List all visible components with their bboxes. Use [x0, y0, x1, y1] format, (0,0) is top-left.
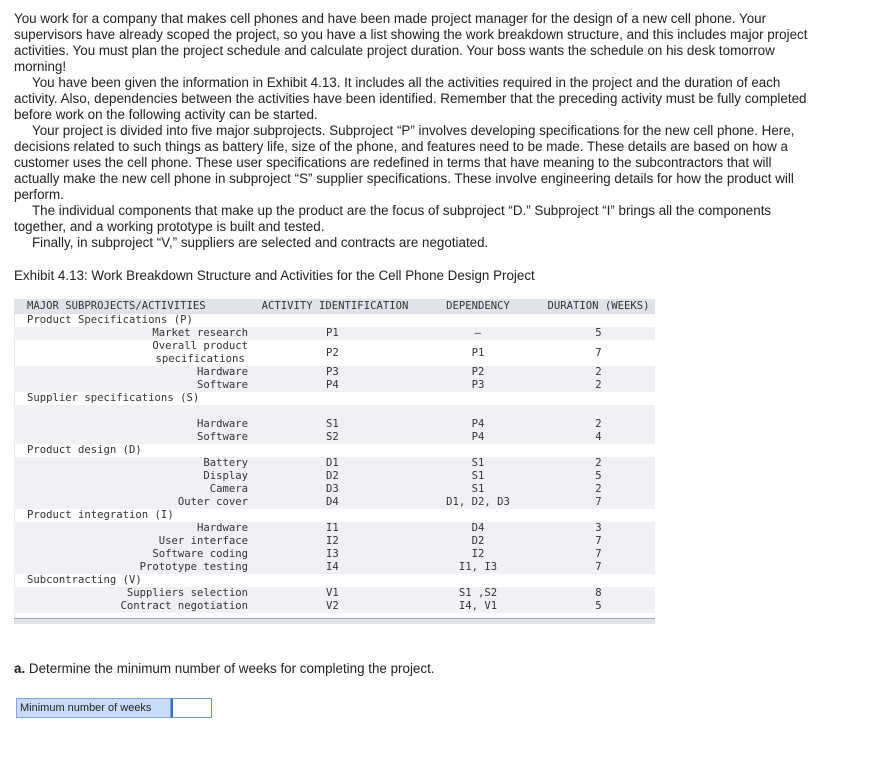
table-row: [14, 418, 655, 431]
table-row: [14, 496, 655, 509]
activity-name: Software: [14, 379, 256, 392]
activity-name-line-2: specifications: [155, 353, 245, 365]
activity-dependency: –: [414, 327, 542, 340]
intro-paragraph-4: The individual components that make up the product are the focus of subproject “D.” Subproject “I” brings all the components together, and a working prototype is built and tested.: [14, 203, 772, 234]
activity-dependency: I4, V1: [414, 600, 542, 613]
table-row: [14, 431, 655, 444]
group-row-s: [14, 392, 655, 405]
activity-dependency: P2: [414, 366, 542, 379]
activity-id: P2: [326, 346, 339, 359]
activity-id: S1: [256, 418, 414, 431]
activity-duration: 3: [542, 522, 655, 535]
activity-duration: 2: [542, 379, 655, 392]
activity-name: Battery: [14, 457, 256, 470]
group-row-d: [14, 444, 655, 457]
activity-id: I4: [256, 561, 414, 574]
activity-id: I1: [256, 522, 414, 535]
activity-name: Suppliers selection: [14, 587, 256, 600]
header-activity: MAJOR SUBPROJECTS/ACTIVITIES: [14, 299, 256, 314]
table-row: [14, 561, 655, 574]
activity-name: Software: [14, 431, 256, 444]
table-row: [14, 470, 655, 483]
activity-name: Market research: [14, 327, 256, 340]
activity-duration: 2: [542, 457, 655, 470]
header-duration: DURATION (WEEKS): [542, 299, 655, 314]
activity-id: D4: [256, 496, 414, 509]
activity-duration: 2: [542, 483, 655, 496]
table-row: [14, 366, 655, 379]
activity-id: I2: [256, 535, 414, 548]
activity-duration: 2: [542, 366, 655, 379]
activity-id: P1: [256, 327, 414, 340]
activity-duration: 7: [595, 346, 602, 359]
table-bottom-rule: [14, 618, 655, 624]
table-row: [14, 379, 655, 392]
activity-dependency: I1, I3: [414, 561, 542, 574]
table-row: [14, 548, 655, 561]
question-text: Determine the minimum number of weeks for completing the project.: [28, 661, 435, 676]
header-dependency: DEPENDENCY: [414, 299, 542, 314]
activity-id: V2: [256, 600, 414, 613]
group-label-v: Subcontracting (V): [27, 574, 142, 586]
activity-name: Display: [14, 470, 256, 483]
table-row: [14, 483, 655, 496]
activity-dependency: P4: [414, 431, 542, 444]
table-row: [14, 600, 655, 613]
activity-dependency: D1, D2, D3: [414, 496, 542, 509]
spacer-row: [14, 405, 655, 418]
activity-duration: 7: [542, 548, 655, 561]
activity-dependency: S1: [414, 470, 542, 483]
activity-dependency: S1 ,S2: [414, 587, 542, 600]
activity-name: Software coding: [14, 548, 256, 561]
activity-dependency: D4: [414, 522, 542, 535]
group-label-i: Product integration (I): [27, 509, 174, 521]
activity-name: Outer cover: [14, 496, 256, 509]
table-row: [14, 340, 655, 366]
activity-duration: 7: [542, 496, 655, 509]
activity-dependency: S1: [414, 457, 542, 470]
activity-name: Contract negotiation: [14, 600, 256, 613]
group-row-v: [14, 574, 655, 587]
group-row-i: [14, 509, 655, 522]
activity-dependency: S1: [414, 483, 542, 496]
group-label-d: Product design (D): [27, 444, 142, 456]
question-a: [14, 661, 435, 676]
activity-name: [14, 340, 256, 366]
activity-dependency: I2: [414, 548, 542, 561]
group-label-p: Product Specifications (P): [27, 314, 193, 326]
table-row: [14, 535, 655, 548]
table-header-row: [14, 299, 655, 314]
activity-duration: 2: [542, 418, 655, 431]
intro-paragraph-5: Finally, in subproject “V,” suppliers are selected and contracts are negotiated.: [32, 235, 489, 250]
activity-name: Camera: [14, 483, 256, 496]
activity-duration: 4: [542, 431, 655, 444]
activity-id: D1: [256, 457, 414, 470]
group-label-s: Supplier specifications (S): [27, 392, 200, 404]
activity-dependency: P1: [471, 346, 485, 359]
activity-duration: 5: [542, 600, 655, 613]
activity-id: I3: [256, 548, 414, 561]
intro-paragraph-1: You work for a company that makes cell phones and have been made project manager for the design of a new cell phone. Your supervisors have already scoped the project, so you have a list showing the work breakdown structure, and this includes major project activities. You must plan the project schedule and calculate project duration. Your boss wants the schedule on his desk tomorrow morning!: [14, 11, 808, 74]
table-row: [14, 587, 655, 600]
minimum-weeks-input[interactable]: [171, 698, 212, 718]
table-row: [14, 327, 655, 340]
activity-dependency: D2: [414, 535, 542, 548]
activity-id: S2: [256, 431, 414, 444]
exhibit-caption: Exhibit 4.13: Work Breakdown Structure and Activities for the Cell Phone Design Project: [14, 268, 535, 283]
activity-duration: 8: [542, 587, 655, 600]
intro-paragraph-2: You have been given the information in Exhibit 4.13. It includes all the activities required in the project and the duration of each activity. Also, dependencies between the activities have been identified. Remember that the preceding activity must be fully completed before work on the following activity can be started.: [14, 75, 807, 122]
activity-dependency: P3: [414, 379, 542, 392]
activity-id: D2: [256, 470, 414, 483]
answer-row: [16, 698, 212, 718]
activity-name: Hardware: [14, 366, 256, 379]
intro-paragraph-3: Your project is divided into five major subprojects. Subproject “P” involves developing specifications for the new cell phone. Here, decisions related to such things as battery life, size of the phone, and features need to be made. These details are based on how a customer uses the cell phone. These user specifications are redefined in terms that have meaning to the subcontractors that will actually make the new cell phone in subproject “S” supplier specifications. These involve engineering details for how the product will perform.: [14, 123, 795, 202]
activity-id: D3: [256, 483, 414, 496]
header-id: ACTIVITY IDENTIFICATION: [256, 299, 414, 314]
activity-id: V1: [256, 587, 414, 600]
activity-id: P4: [256, 379, 414, 392]
activity-id: P3: [256, 366, 414, 379]
answer-label: Minimum number of weeks: [16, 698, 171, 718]
activity-name: Hardware: [14, 522, 256, 535]
activity-duration: 7: [542, 561, 655, 574]
activity-name-line-1: Overall product: [152, 340, 248, 352]
table-row: [14, 457, 655, 470]
activity-name: Prototype testing: [14, 561, 256, 574]
wbs-table: [14, 299, 655, 613]
table-row: [14, 522, 655, 535]
activity-duration: 7: [542, 535, 655, 548]
group-row-p: [14, 314, 655, 327]
activity-name: Hardware: [14, 418, 256, 431]
activity-duration: 5: [542, 470, 655, 483]
activity-name: User interface: [14, 535, 256, 548]
activity-dependency: P4: [414, 418, 542, 431]
activity-duration: 5: [542, 327, 655, 340]
question-label: a.: [14, 661, 26, 676]
problem-statement: [14, 11, 819, 251]
